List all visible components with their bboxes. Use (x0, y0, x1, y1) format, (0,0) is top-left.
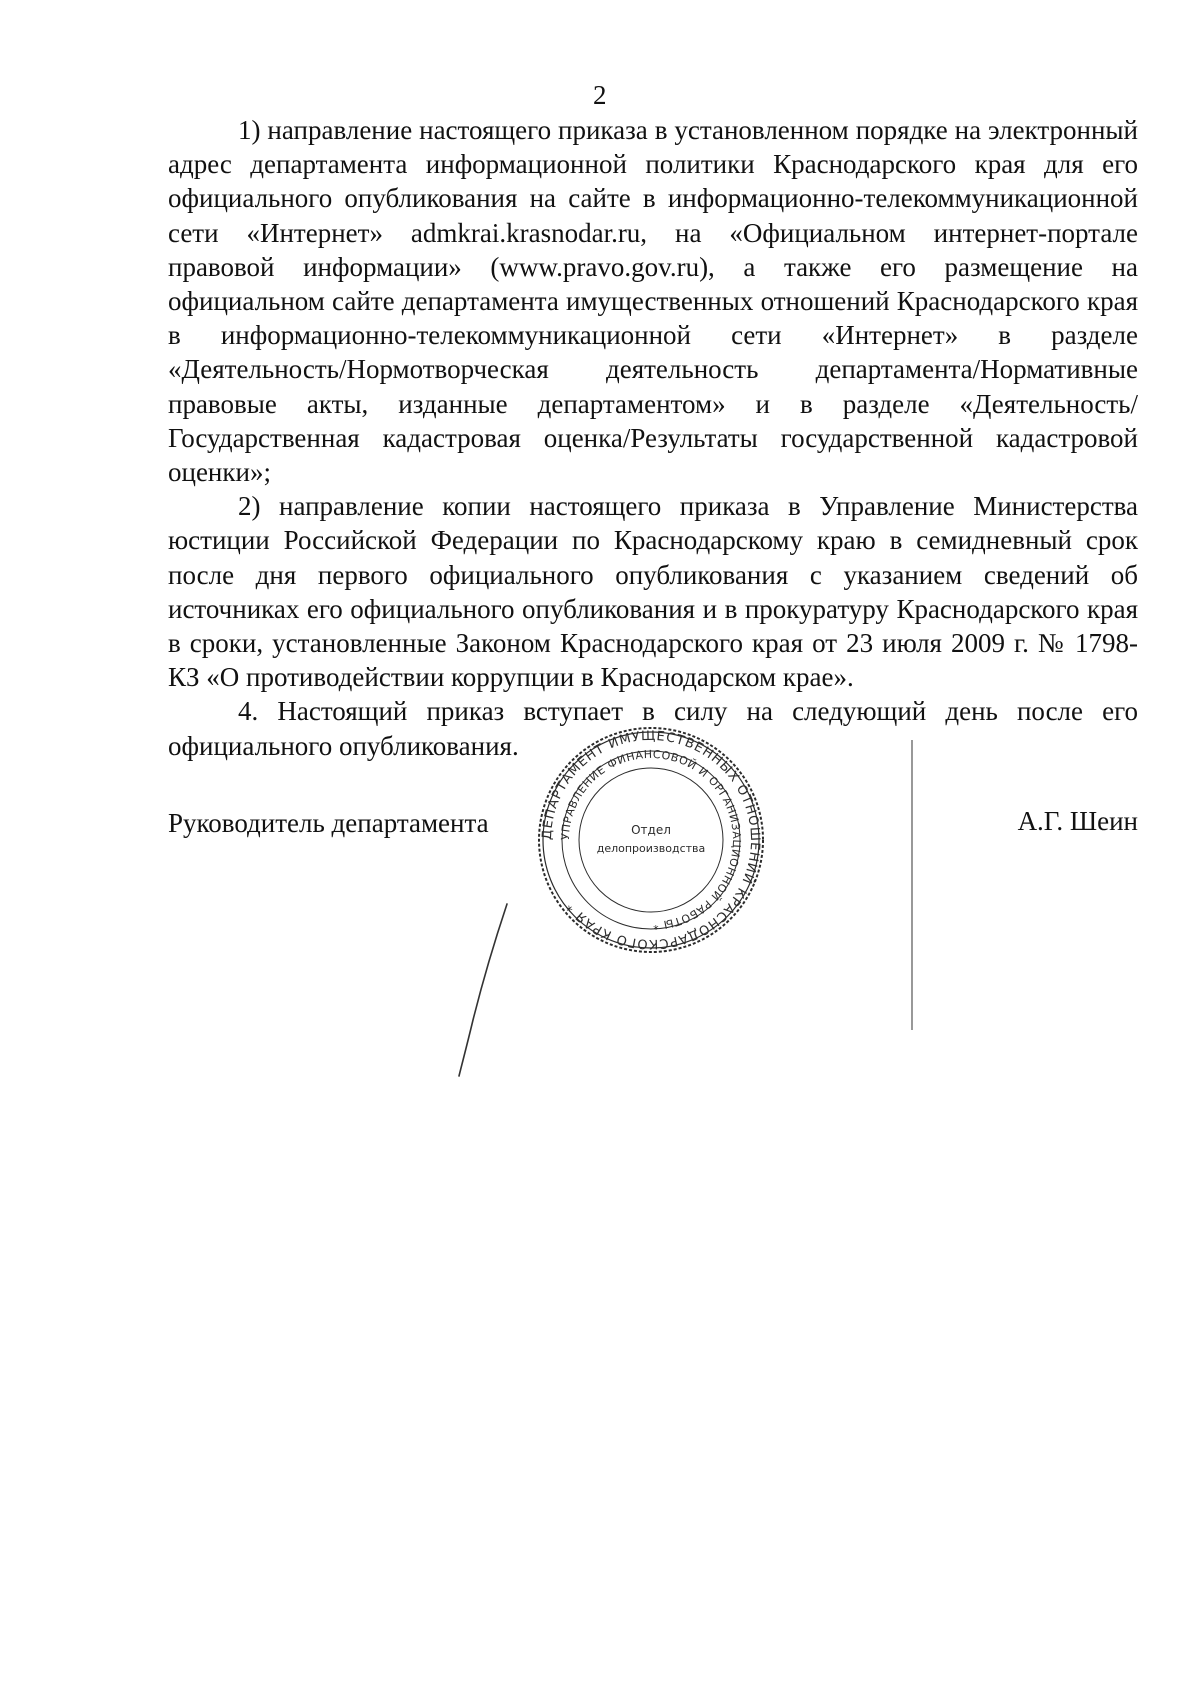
scan-margin-line (910, 740, 914, 1030)
stamp-center-line-1: Отдел (631, 823, 671, 837)
official-stamp (517, 726, 785, 954)
page-number: 2 (593, 80, 607, 110)
document-body (168, 113, 1138, 763)
stamp-inner-ring-text: УПРАВЛЕНИЕ ФИНАНСОВОЙ И ОРГАНИЗАЦИОННОЙ РАБОТЫ * (558, 747, 744, 933)
stamp-center-line-2: делопроизводства (596, 842, 706, 855)
signatory-name: А.Г. Шеин (1017, 806, 1138, 836)
paragraph-item-2: 2) направление копии настоящего приказа в Управление Министерства юстиции Российской Федерации по Краснодарскому краю в семидневный срок после дня первого официального опубликования с указанием сведений об источниках его официального опубликования и в прокуратуру Краснодарского края в сроки, установленные Законом Краснодарского края от 23 июля 2009 г. № 1798-КЗ «О противодействии коррупции в Краснодарском крае». (168, 491, 1138, 693)
stamp-ring-text: ДЕПАРТАМЕНТ ИМУЩЕСТВЕННЫХ ОТНОШЕНИЙ КРАСНОДАРСКОГО КРАЯ * (539, 728, 763, 952)
signatory-title: Руководитель департамента (168, 808, 489, 838)
paragraph-item-1: 1) направление настоящего приказа в установленном порядке на электронный адрес департамента информационной политики Краснодарского края для его официального опубликования на сайте в информационно-телекоммуникационной сети «Интернет» admkrai.krasnodar.ru, на «Официальном интернет-портале правовой информации» (www.pravo.gov.ru), а также его размещение на официальном сайте департамента имущественных отношений Краснодарского края в информационно-телекоммуникационной сети «Интернет» в разделе «Деятельность/Нормотворческая деятельность департамента/Нормативные правовые акты, изданные департаментом» и в разделе «Деятельность/Государственная кадастровая оценка/Результаты государственной кадастровой оценки»; (168, 115, 1138, 488)
handwritten-signature-stroke (455, 900, 515, 1080)
paragraph-effective-date: 4. Настоящий приказ вступает в силу на следующий день после его официального опубликования. (168, 696, 1138, 761)
stamp-inner-ring (579, 768, 723, 912)
